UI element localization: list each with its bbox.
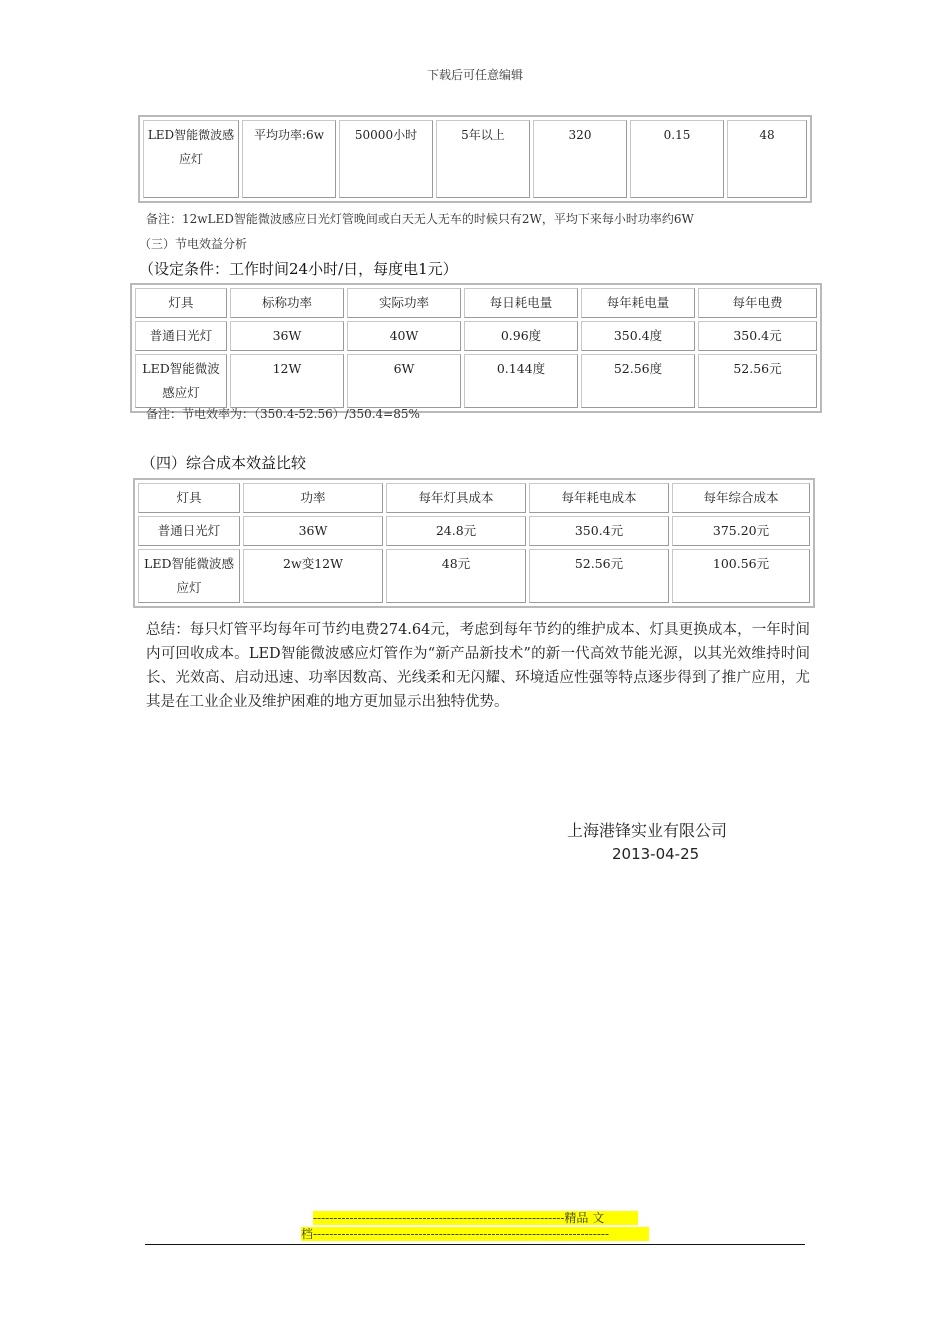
table-header-row [138,483,810,513]
table-cell: 50000小时 [339,120,433,198]
table-cell: 36W [230,321,344,351]
document-date: 2013-04-25 [612,845,700,863]
table-cell: 48 [727,120,807,198]
table-row [135,321,817,351]
footer-divider [145,1244,805,1245]
section-condition: （设定条件：工作时间24小时/日，每度电1元） [139,260,458,278]
table-cell: 0.96度 [464,321,578,351]
table-cell: 24.8元 [386,516,526,546]
section-title-cost: （四）综合成本效益比较 [141,454,307,472]
table-cell: 普通日光灯 [135,321,227,351]
table-cell: 52.56元 [529,549,669,603]
table-cell: 350.4度 [581,321,695,351]
savings-table [130,283,822,413]
table-cell: 12W [230,354,344,408]
summary-paragraph: 总结：每只灯管平均每年可节约电费274.64元，考虑到每年节约的维护成本、灯具更换成本，一年时间内可回收成本。LED智能微波感应灯管作为“新产品新技术”的新一代高效节能光源，以其光效维持时间长、光效高、启动迅速、功率因数高、光线柔和无闪耀、环境适应性强等特点逐步得到了推广应用，尤其是在工业企业及维护困难的地方更加显示出独特优势。 [146,622,810,710]
column-header: 实际功率 [347,288,461,318]
column-header: 灯具 [138,483,240,513]
table-cell: LED智能微波感应灯 [135,354,227,408]
table-cell: 5年以上 [436,120,530,198]
footer-watermark-line1: --------------------------------------------------------------精品 文 [313,1211,638,1225]
table-cell: 52.56元 [698,354,817,408]
table-cell: LED智能微波感应灯 [138,549,240,603]
table-header-row [135,288,817,318]
column-header: 每年电费 [698,288,817,318]
column-header: 每日耗电量 [464,288,578,318]
table-row [138,516,810,546]
table-cell: 48元 [386,549,526,603]
footer-watermark-line2: 档------------------------------------------------------------------------- [301,1227,649,1241]
column-header: 标称功率 [230,288,344,318]
table-cell: 0.15 [630,120,724,198]
section-title-savings: （三）节电效益分析 [139,237,248,251]
column-header: 功率 [243,483,383,513]
header-note: 下载后可任意编辑 [426,68,523,82]
table-row [138,549,810,603]
table-cell: LED智能微波感应灯 [143,120,239,198]
column-header: 每年耗电量 [581,288,695,318]
table-row [135,354,817,408]
table-cell: 2w变12W [243,549,383,603]
table-cell: 350.4元 [698,321,817,351]
remark-power: 备注：12wLED智能微波感应日光灯管晚间或白天无人无车的时候只有2W，平均下来每小时功率约6W [146,212,694,226]
table-cell: 350.4元 [529,516,669,546]
table-cell: 100.56元 [672,549,810,603]
column-header: 灯具 [135,288,227,318]
table-cell: 普通日光灯 [138,516,240,546]
table-row [143,120,807,198]
column-header: 每年综合成本 [672,483,810,513]
table-cell: 6W [347,354,461,408]
table-cell: 320 [533,120,627,198]
company-name: 上海港锋实业有限公司 [567,821,728,840]
remark-efficiency: 备注：节电效率为：（350.4-52.56）/350.4=85% [146,407,420,421]
table-cell: 40W [347,321,461,351]
table-cell: 375.20元 [672,516,810,546]
table-cell: 52.56度 [581,354,695,408]
table-cell: 平均功率:6w [242,120,336,198]
table-cell: 36W [243,516,383,546]
table-cell: 0.144度 [464,354,578,408]
column-header: 每年灯具成本 [386,483,526,513]
cost-comparison-table [133,478,815,608]
product-spec-table [138,115,812,203]
column-header: 每年耗电成本 [529,483,669,513]
